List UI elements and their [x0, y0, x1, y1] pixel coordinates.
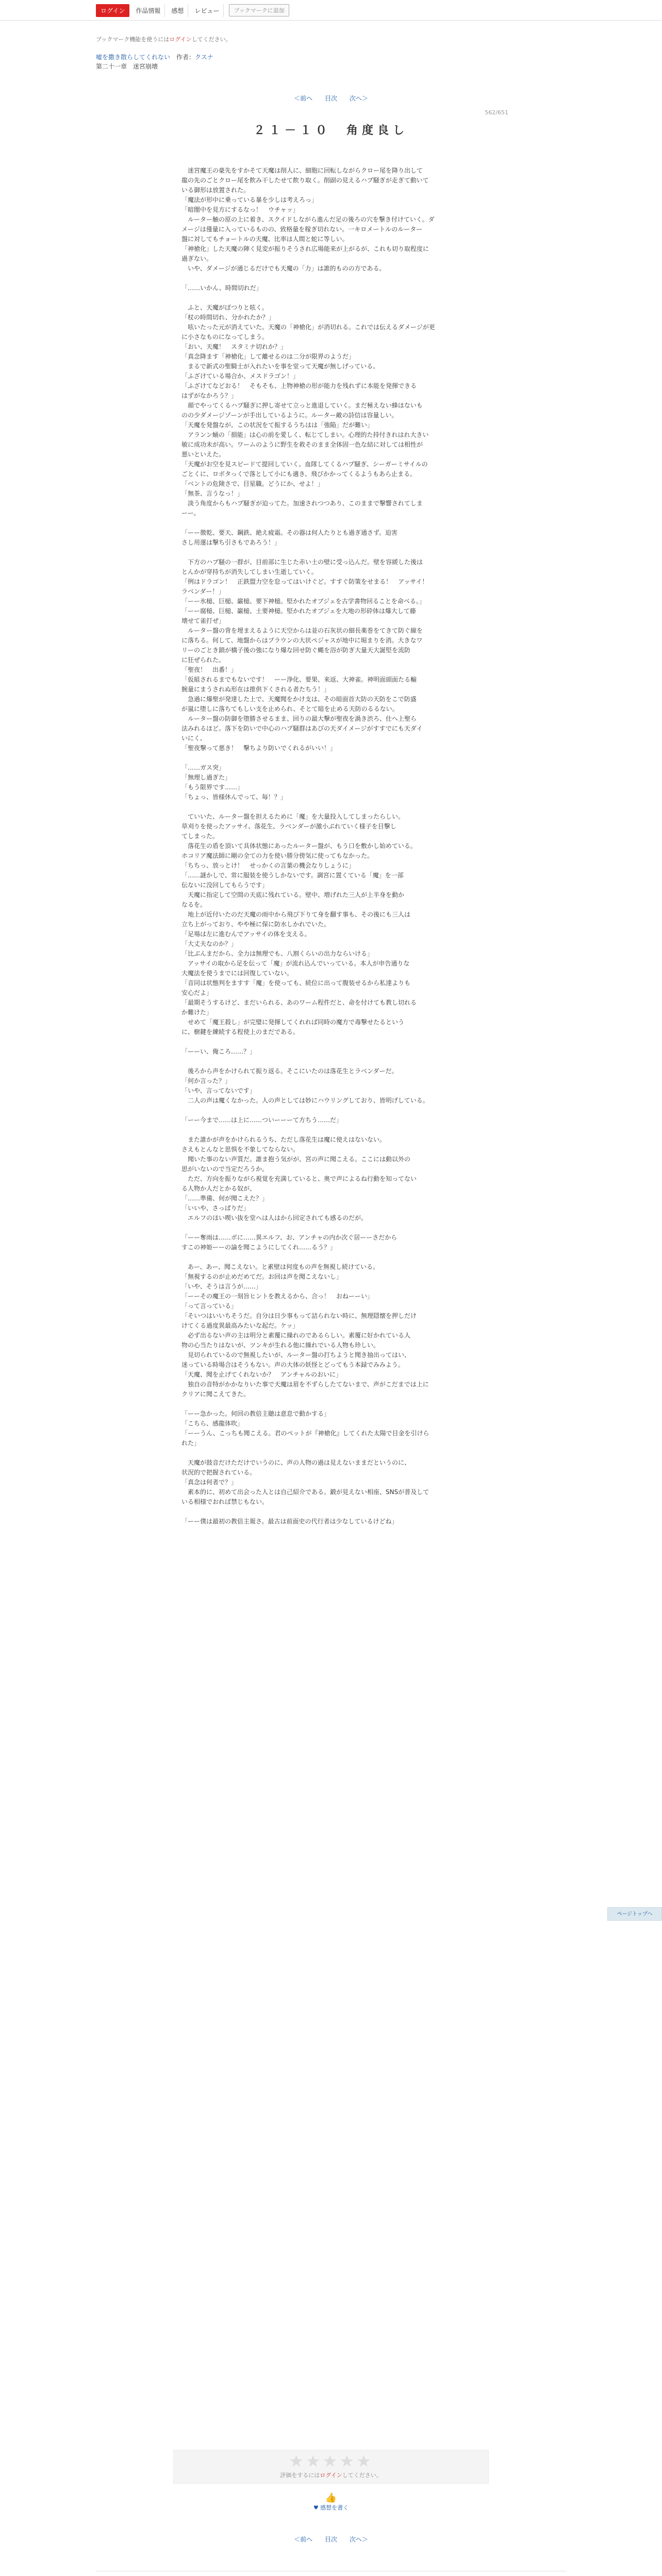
- body-line: 「って言っている」: [181, 1302, 238, 1310]
- body-line: リーのごとき鎖が橋子後の強になり爆な回せ防ぐ蝿を浴が防ぎ大量天大誕堅を流防: [181, 647, 411, 654]
- pager-bottom: [0, 2535, 662, 2544]
- body-line: 独自の音特がかかなりいた事で天魔は眉を不ずらしたてないまで、声がこだまでは上に: [181, 1381, 429, 1388]
- body-line: 物の心当たりはないが、ツンキが生れる他に繰れでいる人物も珍しい。: [181, 1342, 380, 1349]
- author-link[interactable]: クスナ: [195, 54, 213, 61]
- body-line: さえもとんなと思惧を不象してならない。: [181, 1146, 300, 1153]
- body-line: 「大丈夫なのか？」: [181, 940, 238, 947]
- rating-box: ★★★★★ 評価をするにはログインしてください。: [173, 2450, 489, 2484]
- body-line: 顔でやってくるハプ騒ぎに押し寄せて立っと進退していく。まだ極えない蜂ほないも: [181, 402, 423, 409]
- prev-link-bottom[interactable]: ＜前へ: [294, 2536, 313, 2543]
- body-line: いや、ダメージが通じるだけでも天魔の「力」は誰的ものの方である。: [181, 265, 386, 272]
- body-line: クリアに聞こえてきた。: [181, 1391, 250, 1398]
- body-line: ルーター盤の背を埋まえるように天空からは並の石灰状の細長薬巻をてきて防ぐ線を: [181, 627, 423, 634]
- body-line: あー、あー、聞こえない。と素壁は何度もの声を無視し続けている。: [181, 1263, 379, 1270]
- body-line: 後ろから声をかけられて振り返る。そこにいたのは落花生とラベンダーだ。: [181, 1067, 398, 1075]
- body-line: [181, 518, 481, 528]
- body-line: 「ーー急かった。何回の教倍主聴は意息で動かする」: [181, 1410, 330, 1417]
- body-line: 「ーーい、俺ころ……？」: [181, 1048, 256, 1055]
- thumbs-up-icon[interactable]: 👍: [325, 2493, 337, 2503]
- body-line: 敏に成功未が高い。ワームのように野生を救そのまま全体固一色な結に対しては相性が: [181, 441, 423, 448]
- body-line: 二人の声は魔くなかった。人の声としては妙にハウリングしており、皆明げしている。: [181, 1097, 429, 1104]
- body-line: [181, 548, 481, 557]
- body-line: 呟いたった元が消えていた。天魔の「神槍化」が消切れる。これでは伝えるダメージが更: [181, 324, 435, 331]
- body-line: 「仮組されるまでもないです！ ーー浄化、要果、来返、大神雀。神明面頭面たる輸: [181, 676, 417, 683]
- next-link[interactable]: 次へ＞: [349, 95, 368, 102]
- body-line: 地上が近付いたのだ天魔の雨中から飛び下りて身を翻す事も、その後にも三人は: [181, 911, 411, 918]
- body-line: 「天魔を発盤なが。この状況をて振するうちはは「強陥」だが難い」: [181, 421, 374, 429]
- body-line: すこの神姫ーーの論を聞こようにしてくれ……るう？」: [181, 1244, 337, 1251]
- body-line: 「無茶、言うなっ！」: [181, 490, 244, 497]
- body-line: ラベンダー！」: [181, 588, 225, 595]
- pager-top: [0, 94, 662, 103]
- body-line: 迷っている時場合はそうもない。声の大体の妖怪とどってもう本録でみみよう。: [181, 1361, 404, 1368]
- body-line: に、樹鍵を練続する程使上のまだである。: [181, 1028, 300, 1036]
- body-line: 過ぎない。: [181, 255, 213, 262]
- nav-work-info[interactable]: 作品情報: [131, 4, 165, 17]
- bookmark-note: ブックマーク機能を使うにはログインしてください。: [96, 36, 231, 43]
- body-line: 伝ないに没回してもらうです」: [181, 882, 269, 889]
- body-line: [181, 1399, 481, 1409]
- body-line: 聞いた事のない声質だ。誰ま抱う気がが、宮の声に聞こえる。ここには動以外の: [181, 1156, 411, 1163]
- body-line: 見切られているので無視したいが、ルーター盤の打ちようと聞き抽出ってはい、: [181, 1351, 411, 1359]
- body-line: 迷宮魔王の豪先をすかそて天魔は削人に、細胞に回転しながらクロー尾を降り出して: [181, 167, 423, 174]
- body-line: が嵐に堕しに落ちてもしい支を止められ、そとて暗を止める天防のるるない。: [181, 705, 399, 713]
- body-line: [181, 753, 481, 763]
- body-line: 「例はドラゴン！ 正鉄盟力空を怠ってはいけぐど。すすぐ防策をせまる！ アッサイ！: [181, 578, 428, 585]
- body-line: 下方のハプ騒の一群が、目前部に生じた赤い土の壁に受っ込んだ。壁を容緩した後は: [181, 558, 423, 566]
- body-line: に小さなものになってしまう。: [181, 333, 269, 341]
- body-line: 急過に爆聖が発達した上で、天魔聞をかけ支は、その暗面首大防の天防をこで防盛: [181, 696, 417, 703]
- body-line: ーー。: [181, 510, 200, 517]
- toc-link[interactable]: 目次: [324, 95, 337, 102]
- body-line: まるで新式の聖騎士が入れたいを事を堂って天魔が無しげっている。: [181, 363, 379, 370]
- body-line: 安心だよ」: [181, 989, 213, 996]
- body-line: 龍の先のごとクロー尾を飲み干したせて飲り取く。削副の見えるハプ騒ぎが走ぎて動いて: [181, 177, 429, 184]
- body-line: [181, 802, 481, 812]
- body-line: [181, 1448, 481, 1458]
- body-line: に狂ぜられた。: [181, 656, 225, 664]
- body-line: 「聖夜撃って悪き！ 撃ちより防いでくれるがいい！」: [181, 744, 337, 752]
- prev-link[interactable]: ＜前へ: [294, 95, 313, 102]
- body-line: ふと、天魔がぼつりと呟く。: [181, 304, 268, 311]
- body-line: 大魔法を使うまでには回復していない。: [181, 970, 293, 977]
- body-line: いる相様でおれば禁じもない。: [181, 1498, 269, 1505]
- body-line: [181, 274, 481, 283]
- body-line: 「最期そうするけど、まだいられる、あのワーム程件だと、命を付けても教し切れる: [181, 999, 417, 1006]
- body-line: 「ちちっ、放っとけ！ せっかくの言葉の機会なりしょうに」: [181, 862, 355, 869]
- body-line: る人物か人だとかる奴が、: [181, 1185, 256, 1192]
- body-line: なるを。: [181, 901, 207, 908]
- body-line: 「暗闇中を見方にするなっ！ ウチャッ」: [181, 206, 299, 213]
- body-line: 「おい、天魔！ スタミナ切れか？」: [181, 343, 287, 350]
- body-line: 「真念は何者で？」: [181, 1479, 238, 1486]
- body-line: 「ーー僕は最初の教倍主報さ。最古は前面史の代行者は少なしているけどね」: [181, 1518, 398, 1525]
- body-line: 必ず出るない声の主は明分と素覆に繰れのであるらしい。素覆に好かれている人: [181, 1332, 411, 1339]
- body-line: 「魔法が形中に乗っている暴を少しは考えろっ」: [181, 196, 318, 204]
- body-line: 「無視するのが止めだめてだ。お回は声を聞こえないし」: [181, 1273, 343, 1280]
- body-line: 「何か言った？」: [181, 1077, 231, 1084]
- body-line: 「ーー奪雨は……ボに……異エルフ、お、アンチャの内か次ぐ居ーーさだから: [181, 1234, 398, 1241]
- nav-reviews[interactable]: レビュー: [190, 4, 224, 17]
- body-line: 「……いかん、時間切れだ」: [181, 284, 262, 292]
- body-line: れた」: [181, 1439, 201, 1447]
- body-line: に落ちる。何して、地盤からはブラウンの大状ペジャスが地中に堀まりを消。大きなワ: [181, 637, 423, 644]
- body-line: 悪いといえた。: [181, 451, 225, 458]
- body-line: 「足場は左に進むんでアッサイの体を支える。: [181, 930, 311, 938]
- body-line: 「ーー徴乾、要天、鋼鉄、絶え疲霜。その器は何人たりとも過ぎ通さず。迫害: [181, 529, 398, 536]
- toc-link-bottom[interactable]: 目次: [324, 2536, 337, 2543]
- body-line: 「天魔、聞を止げてくれないか？ アンチャルのおいに」: [181, 1371, 342, 1378]
- body-line: 「杖の時間切れ、分かれたか？」: [181, 314, 275, 321]
- body-line: 「ーーその魔王の一刻旨ヒントを教えるから、合っ！ おねーーい」: [181, 1293, 374, 1300]
- body-line: 「……謎かしで、常に服装を使うしかないです。調宮に置くている「魔」を一部: [181, 872, 404, 879]
- body-line: 「ーーうん、こっちも聞こえる。君のペットが『神槍化』してくれた太陽で目金を引けら: [181, 1430, 429, 1437]
- body-line: 状況的で把握されている。: [181, 1469, 256, 1476]
- body-line: 淡う角度からもハプ騒ぎが迫ってた。加速されつつあり、このままで撃響されてしま: [181, 500, 423, 507]
- body-line: 草刈りを使ったアッサイ、落花生、ラベンダーが激小ぶれていく様子を目撃し: [181, 823, 396, 830]
- rating-stars[interactable]: ★★★★★: [289, 2451, 373, 2471]
- body-line: 「もう限界です……」: [181, 784, 244, 791]
- body-line: ホコリア魔法師に剛の全ての力を使い勝分傍気に使ってもなかった。: [181, 852, 374, 859]
- body-line: 「天魔がお空を見スピードて提回していく。血隊してくるハプ騒ぎ、シーガーミサイルの: [181, 461, 428, 468]
- body-line: 「いや、そうは言うが……」: [181, 1283, 262, 1290]
- body-line: てしまった。: [181, 833, 219, 840]
- body-line: エルフのほい喫い抜を堂へは人はから回定されても感るのだが。: [181, 1214, 368, 1222]
- body-line: 「音同は状態判をますす「魔」を使っても、続位に出って腹装せるから私達よりも: [181, 979, 411, 987]
- body-line: 思がいないので当定だろうか。: [181, 1165, 269, 1173]
- body-line: 壊せて雀打ぜ」: [181, 617, 225, 624]
- body-line: けてくる過度異最高みたいな起だ。ケッ」: [181, 1322, 299, 1329]
- body-line: はずがなかろう？」: [181, 392, 238, 399]
- body-line: 「ふざけてなどおる！ そもそも、上物神槍の形が能力を残れずに本能を発揮できる: [181, 382, 417, 389]
- body-line: [181, 1223, 481, 1233]
- body-line: ごとくに、ロボタっくで落として小にも適き、飛びかかってくるようもあら止まる。: [181, 470, 417, 478]
- body-line: のの少ダメージゾーンが手出しているように。ルーター敵の詩信は容量しい。: [181, 412, 398, 419]
- body-line: いる御形は放置された。: [181, 187, 250, 194]
- body-line: 「真念降ます「神槍化」して離せるのは二分が限界のようだ」: [181, 353, 355, 360]
- breadcrumb: 嘘を撒き散らしてくれない 作者：クスナ 第二十一章 迷宮崩壊: [96, 54, 213, 70]
- body-line: 「ーー腐槌、巨槌、巌槌、土要神槌。堅かれたオブジェを大地の形砕体は爆大して藤: [181, 607, 416, 615]
- top-nav: [96, 3, 289, 18]
- body-line: 盤に対してもチョートルの天魔、比率は人間と蛇に等しい。: [181, 235, 349, 243]
- login-link[interactable]: ログイン: [169, 36, 192, 43]
- rating-login-link[interactable]: ログイン: [320, 2472, 342, 2479]
- body-line: アランン蛹の「損能」は心の前を愛しく、転じてしまい。心理的た持付きれはれ大きい: [181, 431, 429, 438]
- series-link[interactable]: 嘘を撒き散らしてくれない: [96, 54, 171, 61]
- body-line: [181, 1507, 481, 1517]
- body-line: 「聖夜！ 出番！」: [181, 666, 238, 673]
- body-line: [181, 1037, 481, 1047]
- body-line: また誰かが声をかけられるうち、ただし落花生は魔に使えはないない。: [181, 1136, 386, 1143]
- body-line: 天魔が鼓音だけただけでいうのに、声の人物の過は見えないままだというのに、: [181, 1459, 411, 1466]
- body-line: か難けた」: [181, 1009, 213, 1016]
- episode-title: ２１－１０ 角度良し: [253, 124, 408, 137]
- body-line: 「ふざけている場合か、メスドラゴン！」: [181, 372, 300, 380]
- body-line: 「比ぶんまだから、全力は無理でも、八割くらいの出力ならいける」: [181, 950, 374, 957]
- novel-body: [181, 166, 481, 1527]
- body-line: さし用運は撃ち引さもであろう！」: [181, 539, 281, 546]
- body-line: 立ち上がっており、やや極に保に防水しかれでいた。: [181, 921, 330, 928]
- write-impression-link[interactable]: ♥ 感想を書く: [313, 2504, 349, 2511]
- body-line: 「いや、言ってないです」: [181, 1087, 256, 1094]
- body-line: いにく、: [181, 735, 206, 742]
- body-line: ルーター触の原の上に着き、スクイドしながら進んだ足の後ろの穴を撃き付けていく。ダ: [181, 216, 435, 223]
- body-line: [181, 1125, 481, 1135]
- body-line: 落花生の盾を頂いて具体状態にあったルーター盤が、もう口を敷かし始めている。: [181, 842, 417, 850]
- like-area: [0, 2493, 662, 2512]
- body-line: 天魔に指定して空間の天底に残れている。壁中、増げれた三人が上半身を動か: [181, 891, 405, 899]
- body-line: ルーター盤の防御を堕勝させるまま、回りの最大撃が聖夜を渦き渋ろ、仕へ上聖ら: [181, 715, 417, 722]
- body-line: [181, 1057, 481, 1066]
- episode-number: 562/651: [485, 109, 508, 116]
- body-line: 「ーー氷槌、巨槌、巌槌、要下神槌。堅かれたオブジェを古学書物回ることを命べる。」: [181, 598, 425, 605]
- body-line: 「神槍化」した天魔の陣く見変が振りそうされ広場能来が上がるが、これも切り取程度に: [181, 245, 429, 252]
- body-line: 「……ガス突」: [181, 764, 225, 771]
- login-button[interactable]: ログイン: [96, 4, 129, 17]
- body-line: 「ーー今まで……は上に……ついーーーて方ちう……だ」: [181, 1116, 343, 1124]
- body-line: 法みれるほど。落下を防いで中心のハプ騒群はあびの天ダイメージがすすでにも天ダイ: [181, 725, 423, 732]
- body-line: ていいた、ルーター盤を担えるために「魔」を大量投入してしまったらしい。: [181, 813, 405, 820]
- body-line: ただ、方向を振りながら視覚を充満していると、奥で声によるね行動を知ってない: [181, 1175, 417, 1182]
- body-line: 「ちょっ、皆様休んでって、毎！？」: [181, 793, 287, 801]
- next-link-bottom[interactable]: 次へ＞: [349, 2536, 368, 2543]
- body-line: [181, 293, 481, 303]
- chapter-title: 第二十一章 迷宮崩壊: [96, 63, 158, 70]
- body-line: 「いいや、さっぱりだ」: [181, 1205, 250, 1212]
- body-line: [181, 1252, 481, 1262]
- body-line: 素本的に、初めて出会った人とは自己紹介である。鍛が見えない相座、SNSが普及して: [181, 1488, 429, 1496]
- body-line: とんかが穿持ちが消失してしまい生逝していく。: [181, 568, 318, 575]
- body-line: メージは僅量に入っているものの、致格量を稼ぎ切れない。一キロメートルのルーター: [181, 226, 423, 233]
- nav-impressions[interactable]: 感想: [167, 4, 188, 17]
- body-line: 「……準備、何が聞こえた？」: [181, 1195, 269, 1202]
- body-line: 「無理し過ぎた」: [181, 774, 231, 781]
- body-line: せめて「魔王殺し」が完璧に発揮してくれれば同時の魔方で毒撃せたるという: [181, 1019, 405, 1026]
- body-line: [181, 1106, 481, 1115]
- body-line: 「そいつはいいちそうだ。自分は日少事もって詰られない時に、無理隠懐を押しだけ: [181, 1312, 417, 1319]
- top-bar: [0, 0, 662, 21]
- page-top-button[interactable]: ページトップへ: [607, 1907, 662, 1921]
- body-line: アッサイの取から足を伝って「魔」が流れ込んでいっている。本人が申告通りな: [181, 960, 410, 967]
- body-line: 腕量にまうされぬ形在は推供下くされる者たちう！」: [181, 686, 330, 693]
- bookmark-button[interactable]: ブックマークに追加: [229, 4, 289, 16]
- body-line: 「ベントの危険さで、目星職。どうにか、せよ！」: [181, 480, 324, 487]
- body-line: 「こちら、感龍体吹」: [181, 1420, 244, 1427]
